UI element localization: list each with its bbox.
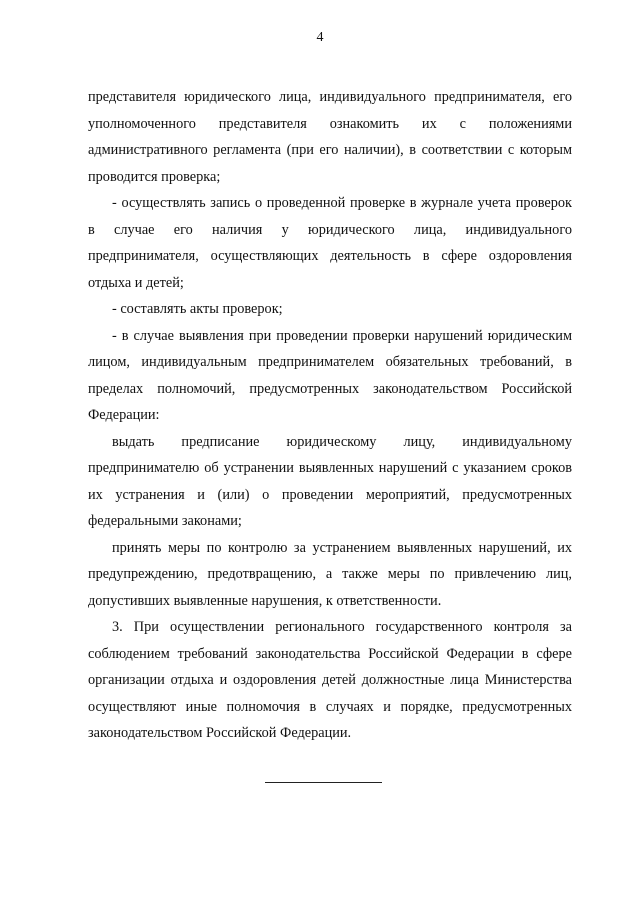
paragraph-inspection-acts: - составлять акты проверок;	[112, 301, 283, 317]
paragraph-violations: - в случае выявления при проведении проверки нарушений юридическим лицом, индивидуальным предпринимателем обязательных требований, в пределах полномочий, предусмотренных законодательством Российской Федерации:	[88, 327, 572, 423]
end-divider	[265, 782, 382, 783]
document-body	[88, 84, 572, 747]
paragraph-issue-order: выдать предписание юридическому лицу, индивидуальному предпринимателю об устранении выявленных нарушений с указанием сроков их устранения и (или) о проведении мероприятий, предусмотренных федеральными законами;	[88, 433, 572, 529]
paragraph-item-3: 3. При осуществлении регионального государственного контроля за соблюдением требований законодательства Российской Федерации в сфере организации отдыха и оздоровления детей должностные лица Министерства осуществляют иные полномочия в случаях и порядке, предусмотренных законодательством Российской Федерации.	[88, 619, 572, 741]
paragraph-journal-record: - осуществлять запись о проведенной проверке в журнале учета проверок в случае его наличия у юридического лица, индивидуального предпринимателя, осуществляющих деятельность в сфере оздоровления отдыха и детей;	[88, 195, 572, 291]
paragraph-take-measures: принять меры по контролю за устранением выявленных нарушений, их предупреждению, предотвращению, а также меры по привлечению лиц, допустивших выявленные нарушения, к ответственности.	[88, 539, 572, 609]
page-number: 4	[316, 30, 324, 45]
paragraph-continuation: представителя юридического лица, индивидуального предпринимателя, его уполномоченного представителя ознакомить их с положениями административного регламента (при его наличии), в соответствии с которым проводится проверка;	[88, 89, 572, 185]
